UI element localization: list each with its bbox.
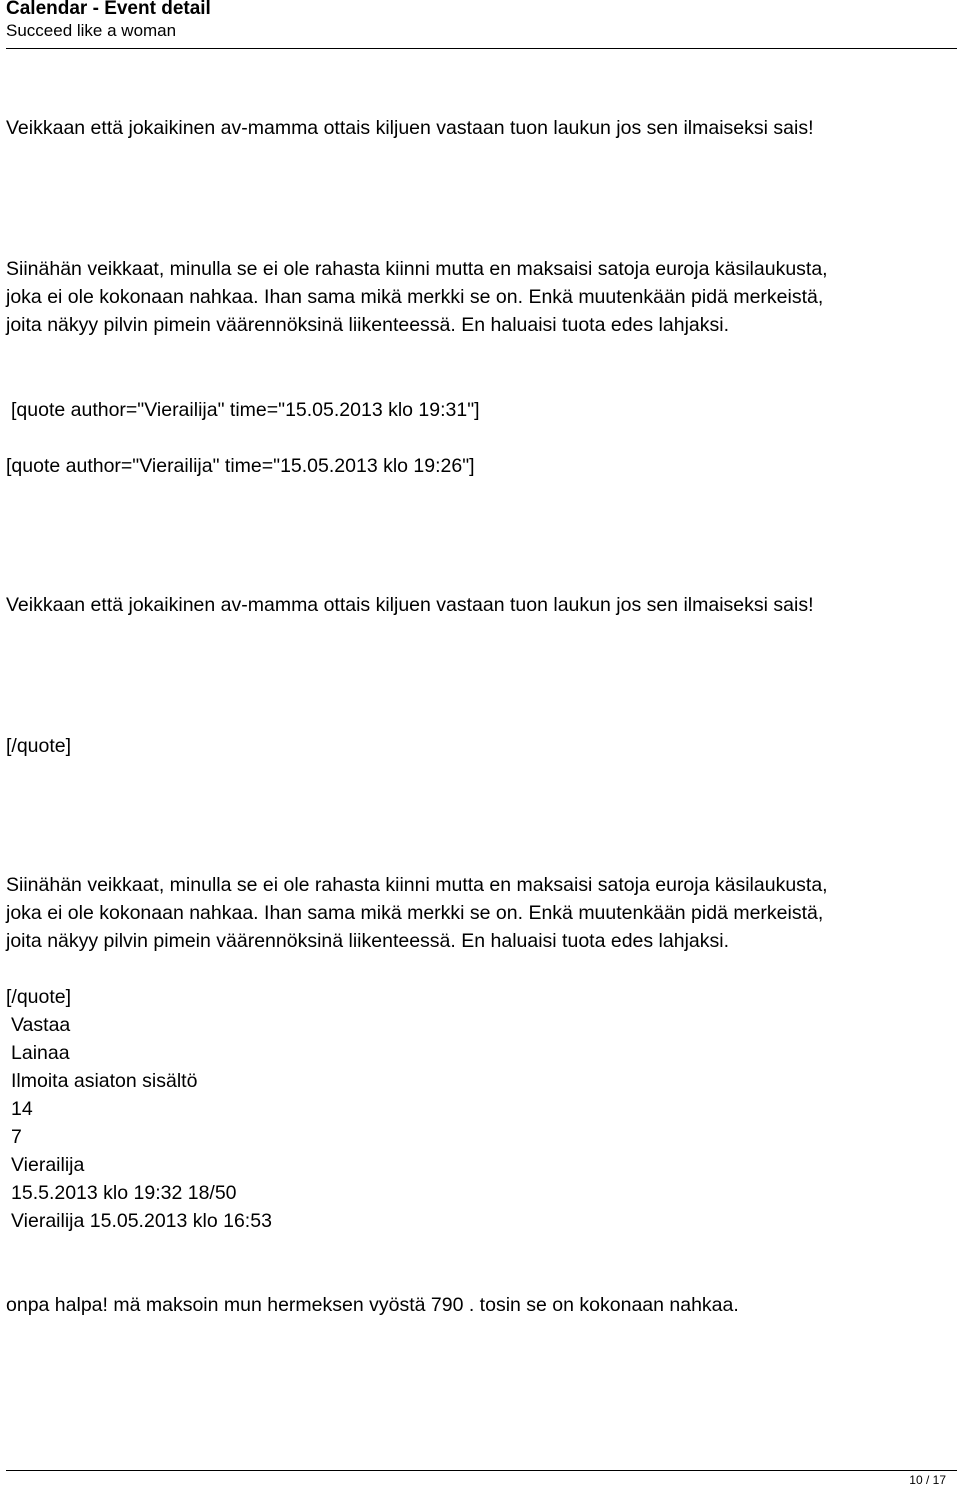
paragraph-2-line-2: joka ei ole kokonaan nahkaa. Ihan sama mikä merkki se on. Enkä muutenkään pidä merkeistä, (6, 286, 824, 308)
quote-close-1: [/quote] (6, 735, 72, 757)
paragraph-3: Veikkaan että jokaikinen av-mamma ottais kiljuen vastaan tuon laukun jos sen ilmaiseksi sais! (6, 594, 814, 616)
post-author: Vierailija (11, 1154, 85, 1176)
paragraph-4-line-2: joka ei ole kokonaan nahkaa. Ihan sama mikä merkki se on. Enkä muutenkään pidä merkeistä, (6, 902, 824, 924)
quote-link[interactable]: Lainaa (11, 1042, 70, 1064)
header-subtitle: Succeed like a woman (6, 21, 177, 40)
document-header (6, 0, 956, 42)
reply-link[interactable]: Vastaa (11, 1014, 71, 1036)
paragraph-4-line-3: joita näkyy pilvin pimein väärennöksinä liikenteessä. En haluaisi tuota edes lahjaksi. (6, 930, 729, 952)
next-post-header: Vierailija 15.05.2013 klo 16:53 (11, 1210, 272, 1232)
header-divider (6, 48, 957, 49)
paragraph-1: Veikkaan että jokaikinen av-mamma ottais kiljuen vastaan tuon laukun jos sen ilmaiseksi sais! (6, 117, 814, 139)
report-link[interactable]: Ilmoita asiaton sisältö (11, 1070, 198, 1092)
next-post-text: onpa halpa! mä maksoin mun hermeksen vyöstä 790 . tosin se on kokonaan nahkaa. (6, 1294, 739, 1316)
footer-divider (6, 1470, 957, 1471)
page-number: 10 / 17 (909, 1473, 946, 1487)
downvote-count[interactable]: 7 (11, 1126, 22, 1148)
quote-open-1: [quote author="Vierailija" time="15.05.2013 klo 19:31"] (11, 399, 480, 421)
post-timestamp: 15.5.2013 klo 19:32 18/50 (11, 1182, 237, 1204)
quote-close-2: [/quote] (6, 986, 72, 1008)
upvote-count[interactable]: 14 (11, 1098, 33, 1120)
paragraph-2-line-3: joita näkyy pilvin pimein väärennöksinä liikenteessä. En haluaisi tuota edes lahjaksi. (6, 314, 729, 336)
paragraph-4-line-1: Siinähän veikkaat, minulla se ei ole rahasta kiinni mutta en maksaisi satoja euroja käsilaukusta, (6, 874, 828, 896)
paragraph-2-line-1: Siinähän veikkaat, minulla se ei ole rahasta kiinni mutta en maksaisi satoja euroja käsilaukusta, (6, 258, 828, 280)
header-title: Calendar - Event detail (6, 0, 211, 19)
quote-open-2: [quote author="Vierailija" time="15.05.2013 klo 19:26"] (6, 455, 475, 477)
